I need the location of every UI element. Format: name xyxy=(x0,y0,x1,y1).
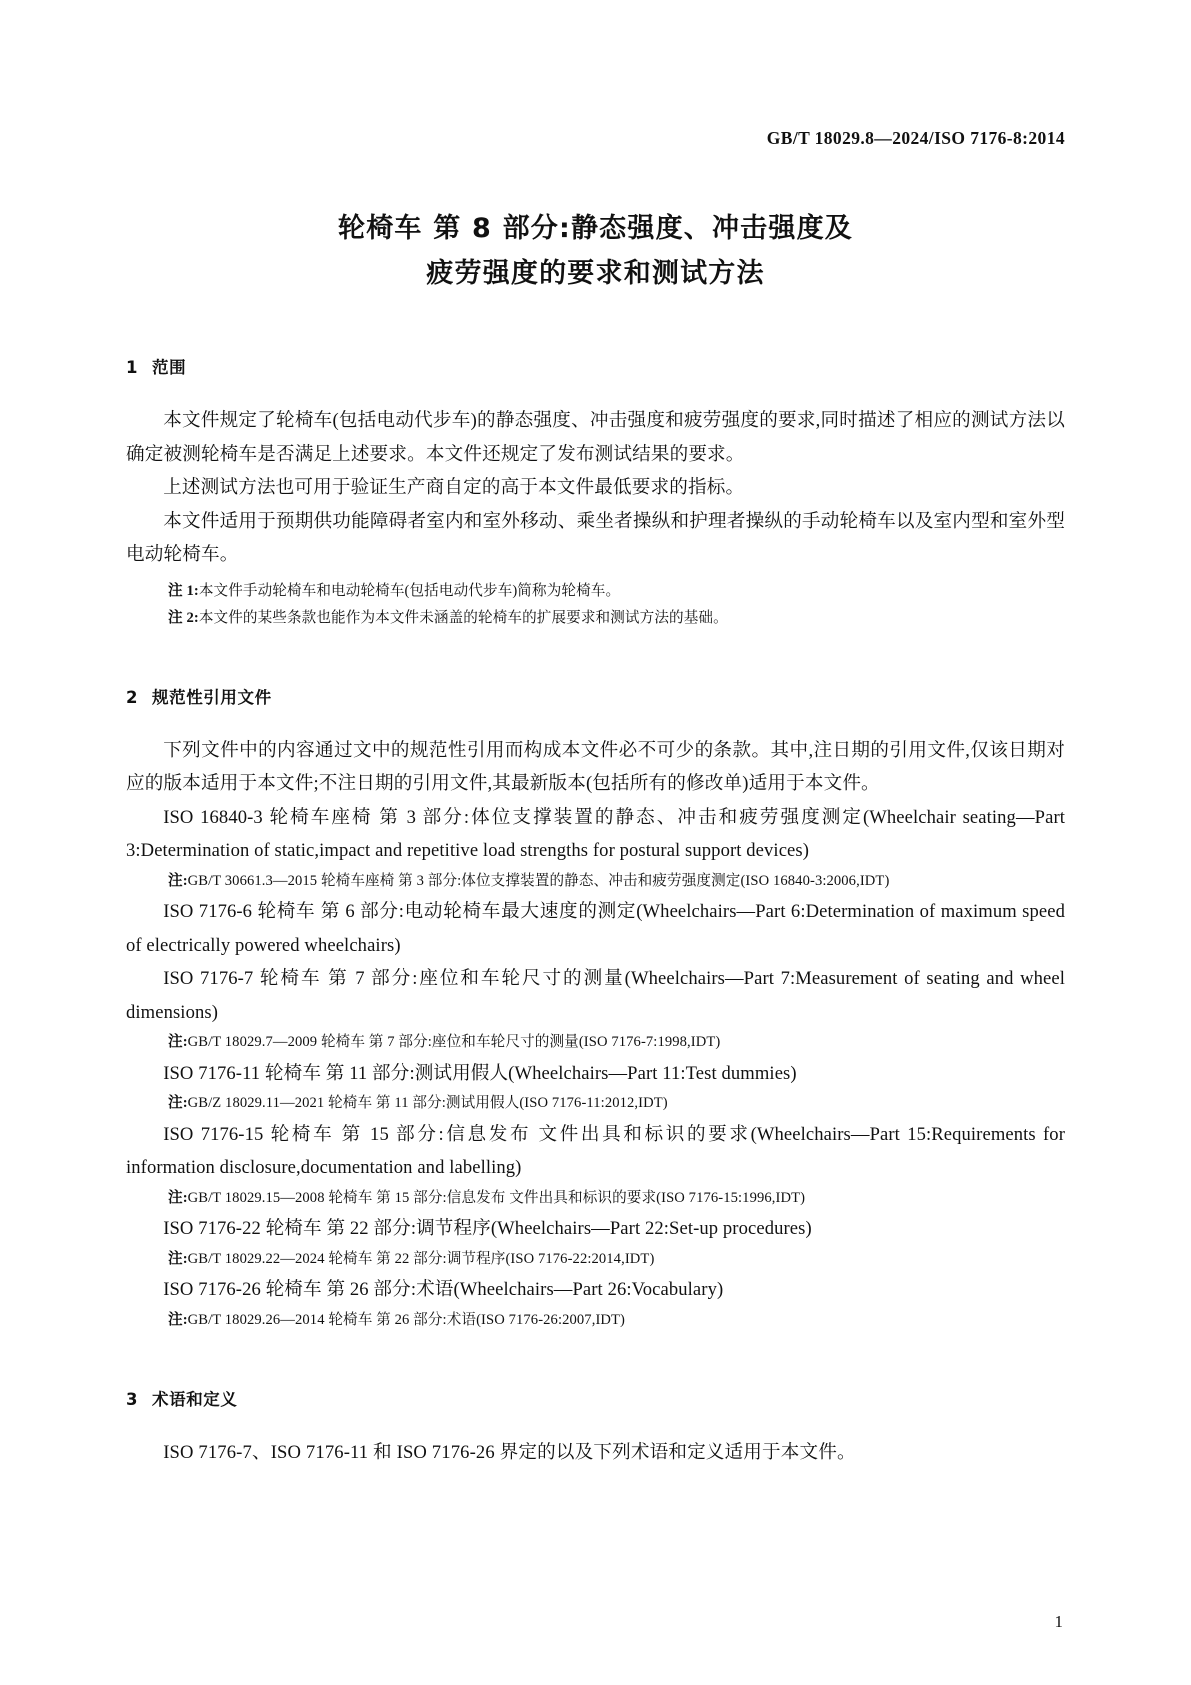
reference-entry: ISO 7176-11 轮椅车 第 11 部分:测试用假人(Wheelchairs—Part 11:Test dummies) xyxy=(163,1062,797,1084)
clause-label-3: 术语和定义 xyxy=(152,1390,238,1409)
scope-note-2 xyxy=(126,605,1065,632)
reference-note-label: 注: xyxy=(168,872,188,889)
reference-entry: ISO 7176-15 轮椅车 第 15 部分:信息发布 文件出具和标识的要求(Wheelchairs—Part 15:Requirements for information disclosure,documentation and labelling) xyxy=(126,1123,1065,1178)
reference-note-label: 注: xyxy=(168,1189,188,1206)
reference-note xyxy=(126,1090,1065,1118)
reference-note-text: GB/T 30661.3—2015 轮椅车座椅 第 3 部分:体位支撑装置的静态、冲击和疲劳强度测定(ISO 16840-3:2006,IDT) xyxy=(187,872,890,889)
scope-note-1-label: 注 1: xyxy=(168,582,199,599)
clause-number-1: 1 xyxy=(126,358,139,377)
page-number: 1 xyxy=(1054,1612,1063,1631)
scope-paragraph-3: 本文件适用于预期供功能障碍者室内和室外移动、乘坐者操纵和护理者操纵的手动轮椅车以及室内型和室外型电动轮椅车。 xyxy=(126,510,1065,565)
scope-paragraph-1: 本文件规定了轮椅车(包括电动代步车)的静态强度、冲击强度和疲劳强度的要求,同时描述了相应的测试方法以确定被测轮椅车是否满足上述要求。本文件还规定了发布测试结果的要求。 xyxy=(126,410,1065,465)
clause-label-2: 规范性引用文件 xyxy=(152,687,272,707)
normative-intro: 下列文件中的内容通过文中的规范性引用而构成本文件必不可少的条款。其中,注日期的引用文件,仅该日期对应的版本适用于本文件;不注日期的引用文件,其最新版本(包括所有的修改单)适用于本文件。 xyxy=(126,739,1065,794)
reference-entry: ISO 7176-7 轮椅车 第 7 部分:座位和车轮尺寸的测量(Wheelchairs—Part 7:Measurement of seating and wheel dimensions) xyxy=(126,968,1065,1023)
clause-heading-2 xyxy=(126,684,1065,708)
clause-heading-3 xyxy=(126,1386,1065,1410)
reference-note-text: GB/T 18029.26—2014 轮椅车 第 26 部分:术语(ISO 7176-26:2007,IDT) xyxy=(187,1311,626,1328)
reference-note-text: GB/T 18029.7—2009 轮椅车 第 7 部分:座位和车轮尺寸的测量(ISO 7176-7:1998,IDT) xyxy=(187,1034,721,1050)
reference-note xyxy=(126,1246,1065,1274)
clause-number-3: 3 xyxy=(126,1390,139,1409)
reference-note-text: GB/Z 18029.11—2021 轮椅车 第 11 部分:测试用假人(ISO 7176-11:2012,IDT) xyxy=(187,1095,668,1111)
scope-note-2-text: 本文件的某些条款也能作为本文件未涵盖的轮椅车的扩展要求和测试方法的基础。 xyxy=(198,609,728,626)
reference-note-text: GB/T 18029.15—2008 轮椅车 第 15 部分:信息发布 文件出具和标识的要求(ISO 7176-15:1996,IDT) xyxy=(187,1189,806,1206)
clause-label-1: 范围 xyxy=(152,358,187,377)
page-content xyxy=(126,206,1065,1470)
reference-entry: ISO 16840-3 轮椅车座椅 第 3 部分:体位支撑装置的静态、冲击和疲劳强度测定(Wheelchair seating—Part 3:Determination of static,impact and repetitive load strengths for postural support devices) xyxy=(126,806,1065,861)
reference-entry: ISO 7176-26 轮椅车 第 26 部分:术语(Wheelchairs—Part 26:Vocabulary) xyxy=(163,1279,724,1300)
clause-heading-1 xyxy=(126,354,1065,378)
reference-note xyxy=(126,868,1065,896)
running-header xyxy=(767,128,1065,149)
page-title-line-1: 轮椅车 第 8 部分:静态强度、冲击强度及 xyxy=(338,213,853,244)
reference-note-label: 注: xyxy=(168,1034,188,1050)
reference-note-label: 注: xyxy=(168,1095,188,1111)
page-title xyxy=(126,206,1065,296)
clause-number-2: 2 xyxy=(126,687,139,707)
page-title-line-2: 疲劳强度的要求和测试方法 xyxy=(426,258,765,289)
scope-note-1-text: 本文件手动轮椅车和电动轮椅车(包括电动代步车)简称为轮椅车。 xyxy=(198,582,621,599)
terms-paragraph-1: ISO 7176-7、ISO 7176-11 和 ISO 7176-26 界定的以及下列术语和定义适用于本文件。 xyxy=(163,1442,856,1463)
reference-note xyxy=(126,1185,1065,1213)
reference-note-label: 注: xyxy=(168,1311,188,1328)
reference-note-label: 注: xyxy=(168,1250,188,1267)
reference-note xyxy=(126,1307,1065,1335)
scope-paragraph-2: 上述测试方法也可用于验证生产商自定的高于本文件最低要求的指标。 xyxy=(163,477,745,498)
reference-note-text: GB/T 18029.22—2024 轮椅车 第 22 部分:调节程序(ISO 7176-22:2014,IDT) xyxy=(187,1250,655,1267)
reference-entry: ISO 7176-6 轮椅车 第 6 部分:电动轮椅车最大速度的测定(Wheelchairs—Part 6:Determination of maximum speed of electrically powered wheelchairs) xyxy=(126,901,1065,956)
reference-note xyxy=(126,1029,1065,1057)
scope-note-1 xyxy=(126,578,1065,605)
scope-note-2-label: 注 2: xyxy=(168,609,199,626)
reference-entry: ISO 7176-22 轮椅车 第 22 部分:调节程序(Wheelchairs—Part 22:Set-up procedures) xyxy=(163,1218,812,1239)
running-header-standard-ref: GB/T 18029.8—2024/ISO 7176-8:2014 xyxy=(766,128,1065,148)
